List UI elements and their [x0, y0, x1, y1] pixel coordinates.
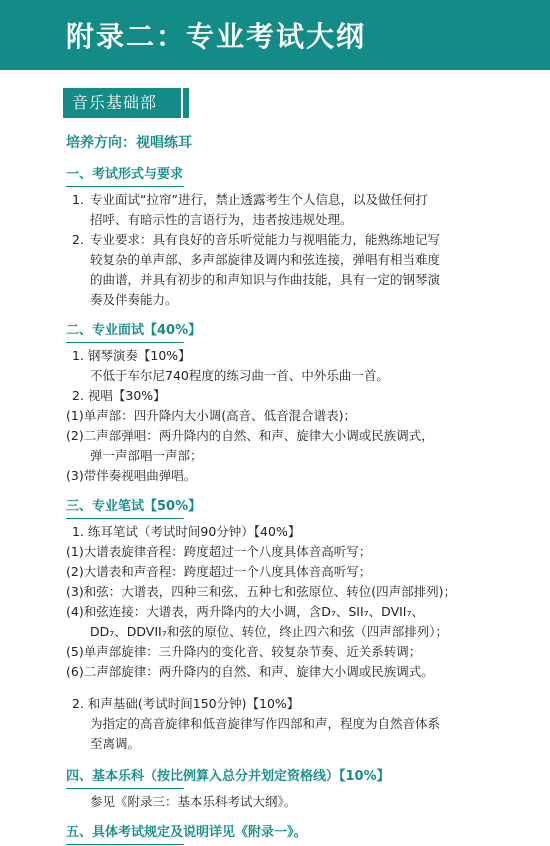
s1-item-2-line-3: 的曲谱，并具有初步的和声知识与作曲技能，具有一定的钢琴演: [90, 272, 441, 287]
s3-item-5: (5)单声部旋律：三升降内的变化音、较复杂节奏、近关系转调；: [66, 644, 422, 659]
s1-item-1-line-1: 专业面试“拉帘”进行，禁止透露考生个人信息，以及做任何打: [90, 192, 428, 207]
header-banner: [0, 0, 550, 70]
section-2-heading: 二、专业面试【40%】: [66, 323, 202, 338]
s2-item-2-line-2: 弹一声部唱一声部；: [90, 448, 203, 463]
section-tab: [63, 88, 181, 118]
s4-detail: 参见《附录三：基本乐科考试大纲》。: [90, 794, 297, 809]
section-3-heading: 三、专业笔试【50%】: [66, 499, 202, 514]
s2-item-3: (3)带伴奏视唱曲弹唱。: [66, 468, 197, 483]
s3-part-2-line-1: 为指定的高音旋律和低音旋律写作四部和声，程度为自然音体系: [90, 716, 441, 731]
tab-marker: [183, 88, 189, 118]
s3-item-1: (1)大谱表旋律音程：跨度超过一个八度具体音高听写；: [66, 544, 372, 559]
s2-part-2: 2. 视唱【30%】: [72, 388, 166, 403]
s2-item-2-line-1: (2)二声部弹唱：两升降内的自然、和声、旋律大小调或民族调式，: [66, 428, 434, 443]
s1-item-2-line-2: 较复杂的单声部、多声部旋律及调内和弦连接，弹唱有相当难度: [90, 252, 441, 267]
page-title: 附录二：专业考试大纲: [66, 20, 367, 53]
s2-part-1: 1. 钢琴演奏【10%】: [72, 348, 191, 363]
s1-item-1-line-2: 招呼、有暗示性的言语行为，违者按违规处理。: [90, 212, 353, 227]
s1-item-1-number: 1.: [72, 192, 84, 207]
s2-item-1: (1)单声部：四升降内大小调(高音、低音混合谱表)；: [66, 408, 356, 423]
s3-part-2-line-2: 至离调。: [90, 736, 141, 751]
section-1-heading: 一、考试形式与要求: [66, 167, 184, 182]
s3-item-3: (3)和弦：大谱表，四种三和弦、五种七和弦原位、转位(四声部排列)；: [66, 584, 456, 599]
section-1-divider: [66, 186, 184, 187]
section-tab-label: 音乐基础部: [72, 93, 158, 112]
s1-item-2-number: 2.: [72, 232, 84, 247]
s1-item-2-line-4: 奏及伴奏能力。: [90, 292, 178, 307]
s3-item-4-line-1: (4)和弦连接：大谱表，两升降内的大小调，含D₇、SII₇、DVII₇、: [66, 604, 425, 619]
s3-item-4-line-2: DD₇、DDVII₇和弦的原位、转位，终止四六和弦（四声部排列）；: [90, 624, 448, 639]
s1-item-2-line-1: 专业要求：具有良好的音乐听觉能力与视唱能力，能熟练地记写: [90, 232, 441, 247]
s2-part-1-detail: 不低于车尔尼740程度的练习曲一首、中外乐曲一首。: [90, 368, 389, 383]
section-5-heading: 五、具体考试规定及说明详见《附录一》。: [66, 825, 307, 840]
section-5-divider: [66, 844, 184, 845]
s3-part-2: 2. 和声基础(考试时间150分钟)【10%】: [72, 696, 300, 711]
section-4-heading: 四、基本乐科（按比例算入总分并划定资格线）【10%】: [66, 769, 390, 784]
section-3-divider: [66, 518, 184, 519]
section-4-divider: [66, 788, 184, 789]
s3-item-6: (6)二声部旋律：两升降内的自然、和声、旋律大小调或民族调式。: [66, 664, 434, 679]
section-2-divider: [66, 342, 184, 343]
s3-part-1: 1. 练耳笔试（考试时间90分钟）【40%】: [72, 524, 301, 539]
s3-item-2: (2)大谱表和声音程：跨度超过一个八度具体音高听写；: [66, 564, 372, 579]
training-direction: 培养方向：视唱练耳: [66, 135, 192, 151]
